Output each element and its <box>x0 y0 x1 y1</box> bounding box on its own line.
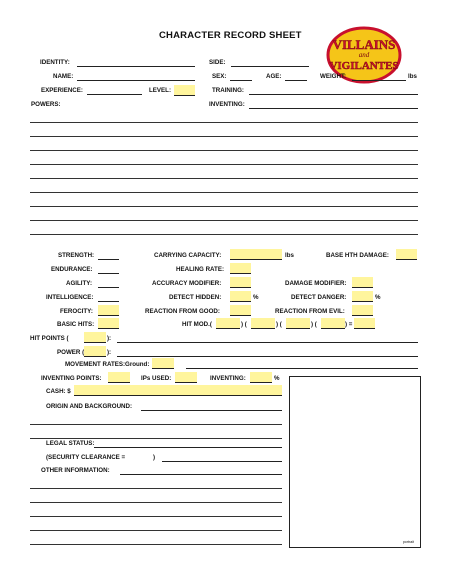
inventing-points-label: INVENTING POINTS: <box>41 375 102 382</box>
agility-label: AGILITY: <box>66 280 93 287</box>
ferocity-label: FEROCITY: <box>60 308 93 315</box>
other-line[interactable] <box>30 544 282 545</box>
damage-modifier-label: DAMAGE MODIFIER: <box>285 280 347 287</box>
age-field[interactable] <box>285 80 307 81</box>
power-close: ): <box>107 349 112 356</box>
powers-line[interactable] <box>30 220 418 221</box>
hit-points-close: ): <box>107 335 112 342</box>
powers-line[interactable] <box>30 192 418 193</box>
age-label: AGE: <box>266 73 282 80</box>
sheet-title: CHARACTER RECORD SHEET <box>159 30 302 41</box>
inventing-label: INVENTING: <box>210 375 246 382</box>
other-information-label: OTHER INFORMATION: <box>41 467 110 474</box>
intelligence-field[interactable] <box>98 301 119 302</box>
legal-status-field[interactable] <box>94 447 282 448</box>
security-clearance-label: (SECURITY CLEARANCE = <box>46 454 126 461</box>
hit-mod-sep-1: ) ( <box>241 321 247 328</box>
reaction-evil-label: REACTION FROM EVIL: <box>275 308 345 315</box>
legal-status-label: LEGAL STATUS: <box>46 440 95 447</box>
agility-field[interactable] <box>98 287 119 288</box>
portrait-box[interactable] <box>289 376 421 548</box>
powers-line[interactable] <box>30 206 418 207</box>
inventing-pct-box[interactable] <box>250 372 272 383</box>
power-label: POWER ( <box>57 349 85 356</box>
accuracy-modifier-box[interactable] <box>230 277 251 288</box>
detect-hidden-label: DETECT HIDDEN: <box>169 294 222 301</box>
powers-line[interactable] <box>30 150 418 151</box>
other-line[interactable] <box>30 502 282 503</box>
inventing-points-box[interactable] <box>108 372 130 383</box>
hit-mod-box-4[interactable] <box>321 318 345 329</box>
hit-mod-box-3[interactable] <box>286 318 310 329</box>
hit-points-line[interactable] <box>117 342 418 343</box>
experience-label: EXPERIENCE: <box>41 87 83 94</box>
powers-line[interactable] <box>30 234 418 235</box>
power-line[interactable] <box>117 356 418 357</box>
reaction-good-box[interactable] <box>230 305 251 316</box>
inventing-pct: % <box>274 375 280 382</box>
side-label: SIDE: <box>209 59 226 66</box>
movement-rates-label: MOVEMENT RATES: <box>65 361 126 368</box>
detect-danger-box[interactable] <box>352 291 373 302</box>
hit-mod-box-1[interactable] <box>216 318 240 329</box>
carrying-capacity-box[interactable] <box>230 249 282 260</box>
reaction-evil-box[interactable] <box>352 305 373 316</box>
logo-and: and <box>358 51 370 59</box>
hit-mod-box-2[interactable] <box>251 318 275 329</box>
endurance-label: ENDURANCE: <box>51 266 93 273</box>
movement-line[interactable] <box>186 368 418 369</box>
ground-label: Ground: <box>125 361 150 368</box>
sex-label: SEX: <box>212 73 227 80</box>
carrying-capacity-label: CARRYING CAPACITY: <box>154 252 222 259</box>
damage-modifier-box[interactable] <box>352 277 373 288</box>
origin-label: ORIGIN AND BACKGROUND: <box>46 403 133 410</box>
base-hth-damage-box[interactable] <box>396 249 417 260</box>
name-label: NAME: <box>53 73 74 80</box>
identity-label: IDENTITY: <box>40 59 70 66</box>
accuracy-modifier-label: ACCURACY MODIFIER: <box>152 280 222 287</box>
reaction-good-label: REACTION FROM GOOD: <box>145 308 220 315</box>
identity-field[interactable] <box>77 66 195 67</box>
powers-line[interactable] <box>30 122 418 123</box>
weight-lbs: lbs <box>408 73 417 80</box>
side-field[interactable] <box>231 66 309 67</box>
other-line[interactable] <box>30 530 282 531</box>
portrait-label: portrait <box>402 540 414 544</box>
ips-used-label: IPs USED: <box>141 375 172 382</box>
powers-line[interactable] <box>30 136 418 137</box>
ferocity-box[interactable] <box>98 305 119 316</box>
strength-label: STRENGTH: <box>58 252 95 259</box>
cash-label: CASH: $ <box>46 388 71 395</box>
hit-mod-label: HIT MOD.( <box>182 321 212 328</box>
basic-hits-box[interactable] <box>98 318 119 329</box>
powers-line[interactable] <box>30 178 418 179</box>
hit-points-label: HIT POINTS ( <box>30 335 69 342</box>
hit-points-box[interactable] <box>84 332 106 343</box>
powers-label: POWERS: <box>31 101 61 108</box>
intelligence-label: INTELLIGENCE: <box>46 294 94 301</box>
training-field[interactable] <box>249 94 418 95</box>
inventing-header-field[interactable] <box>249 108 418 109</box>
endurance-field[interactable] <box>98 273 119 274</box>
base-hth-damage-label: BASE HTH DAMAGE: <box>326 252 389 259</box>
detect-hidden-pct: % <box>253 294 259 301</box>
strength-field[interactable] <box>98 259 119 260</box>
weight-label: WEIGHT: <box>320 73 347 80</box>
logo-line1: VILLAINS <box>332 37 396 52</box>
level-label: LEVEL: <box>149 87 172 94</box>
security-clearance-line[interactable] <box>162 461 282 462</box>
sex-field[interactable] <box>230 80 252 81</box>
origin-line[interactable] <box>30 438 282 439</box>
level-box[interactable] <box>174 85 195 96</box>
name-field[interactable] <box>77 80 195 81</box>
weight-field[interactable] <box>352 80 406 81</box>
other-line[interactable] <box>30 516 282 517</box>
ground-box[interactable] <box>152 358 174 369</box>
training-label: TRAINING: <box>212 87 244 94</box>
other-information-field[interactable] <box>120 474 282 475</box>
hit-mod-sep-4: ) = <box>345 321 353 328</box>
logo-line2: VIGILANTES <box>329 60 399 72</box>
carrying-capacity-lbs: lbs <box>285 252 294 259</box>
healing-rate-box[interactable] <box>230 263 251 274</box>
basic-hits-label: BASIC HITS: <box>57 321 95 328</box>
hit-mod-sep-2: ) ( <box>276 321 282 328</box>
ips-used-box[interactable] <box>175 372 197 383</box>
experience-field[interactable] <box>87 94 142 95</box>
power-box[interactable] <box>84 346 106 357</box>
security-clearance-close: ) <box>153 454 156 461</box>
inventing-header-label: INVENTING: <box>209 101 245 108</box>
detect-hidden-box[interactable] <box>230 291 251 302</box>
hit-mod-total-box[interactable] <box>354 318 375 329</box>
hit-mod-sep-3: ) ( <box>311 321 317 328</box>
healing-rate-label: HEALING RATE: <box>176 266 225 273</box>
origin-field[interactable] <box>141 410 282 411</box>
other-line[interactable] <box>30 488 282 489</box>
origin-line[interactable] <box>30 424 282 425</box>
powers-line[interactable] <box>30 164 418 165</box>
detect-danger-label: DETECT DANGER: <box>291 294 347 301</box>
detect-danger-pct: % <box>375 294 381 301</box>
cash-box[interactable] <box>74 385 282 396</box>
